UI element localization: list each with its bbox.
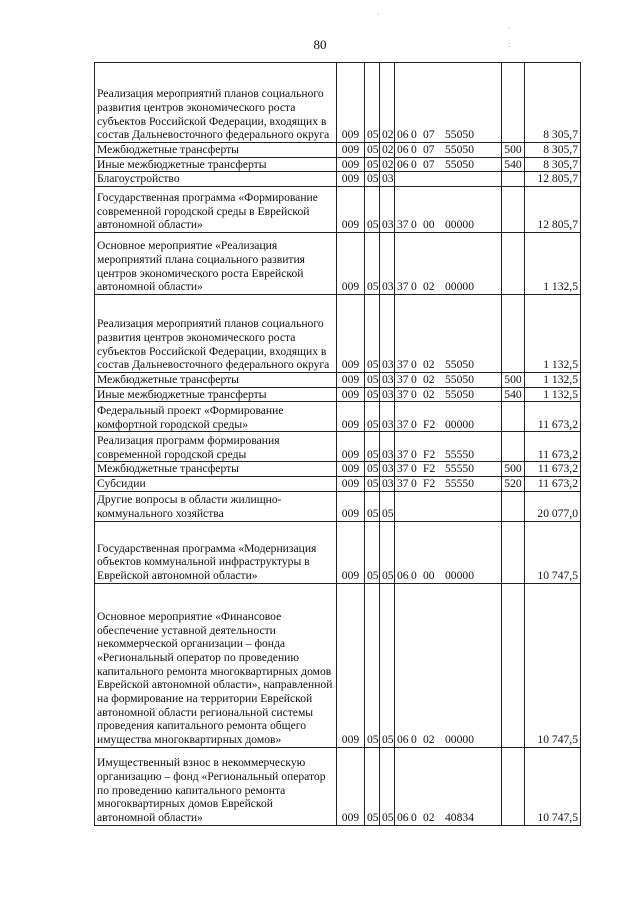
- row-name-cell: [95, 187, 337, 233]
- target-article-part: 0: [411, 373, 417, 387]
- target-article-part: 06: [397, 569, 409, 583]
- row-name-cell: [95, 521, 337, 583]
- cell-expense-type-code: [502, 432, 525, 462]
- target-article-part: 0: [411, 157, 417, 171]
- target-article-part: F2: [423, 477, 436, 491]
- table-row: [95, 233, 581, 295]
- row-name: Реализация программ формирования современной городской среды: [97, 434, 280, 461]
- cell-expense-type-code: 540: [502, 387, 525, 402]
- table-row: [95, 402, 581, 432]
- cell-subsection-code: 03: [380, 402, 395, 432]
- row-name-cell: [95, 491, 337, 521]
- target-article-part: 0: [411, 477, 417, 491]
- target-article-part: 55550: [445, 447, 474, 461]
- cell-section-code: 05: [365, 521, 380, 583]
- table-row: [95, 187, 581, 233]
- target-article-part: 0: [411, 733, 417, 747]
- target-article-part: F2: [423, 417, 436, 431]
- cell-section-code: 05: [365, 187, 380, 233]
- cell-subsection-code: 03: [380, 432, 395, 462]
- cell-subsection-code: 03: [380, 477, 395, 492]
- cell-expense-type-code: [502, 747, 525, 825]
- row-name-cell: [95, 477, 337, 492]
- table-row: [95, 295, 581, 373]
- target-article-part: 55050: [445, 358, 474, 372]
- cell-grbs-code: 009: [337, 491, 365, 521]
- cell-subsection-code: 02: [380, 143, 395, 158]
- target-article-part: 37: [397, 447, 409, 461]
- cell-section-code: 05: [365, 747, 380, 825]
- target-article-part: 0: [411, 358, 417, 372]
- cell-target-article-code: [395, 521, 502, 583]
- row-name-cell: [95, 402, 337, 432]
- target-article-part: F2: [423, 462, 436, 476]
- target-article-part: 0: [411, 417, 417, 431]
- cell-section-code: 05: [365, 387, 380, 402]
- cell-section-code: 05: [365, 143, 380, 158]
- cell-subsection-code: 05: [380, 491, 395, 521]
- cell-subsection-code: 02: [380, 157, 395, 172]
- table-row: [95, 63, 581, 143]
- cell-section-code: 05: [365, 462, 380, 477]
- row-name: Основное мероприятие «Финансовое обеспечение уставной деятельности некоммерческой организации – фонда «Региональный оператор по проведению капитального ремонта многоквартирных домов Еврейской автономной области», направленной на формирование на территории Еврейской автономной области региональной системы проведения капитального ремонта общего имущества многоквартирных домов»: [97, 609, 333, 747]
- cell-target-article-code: [395, 402, 502, 432]
- cell-grbs-code: 009: [337, 187, 365, 233]
- scan-speck: :: [508, 40, 511, 49]
- target-article-part: 0: [411, 218, 417, 232]
- target-article-part: 06: [397, 733, 409, 747]
- cell-amount: 8 305,7: [525, 63, 581, 143]
- target-article-part: 55050: [445, 143, 474, 156]
- target-article-part: 00: [423, 218, 435, 232]
- cell-section-code: 05: [365, 477, 380, 492]
- budget-table-body: [95, 63, 581, 826]
- target-article-part: 55550: [445, 462, 474, 476]
- cell-section-code: 05: [365, 233, 380, 295]
- target-article-part: 0: [411, 387, 417, 401]
- cell-subsection-code: 03: [380, 387, 395, 402]
- cell-amount: 1 132,5: [525, 373, 581, 388]
- cell-section-code: 05: [365, 402, 380, 432]
- row-name-cell: [95, 387, 337, 402]
- row-name-cell: [95, 295, 337, 373]
- cell-target-article-code: [395, 747, 502, 825]
- cell-amount: 12 805,7: [525, 172, 581, 187]
- scan-speck: ·: [377, 10, 380, 19]
- cell-subsection-code: 03: [380, 373, 395, 388]
- cell-expense-type-code: [502, 187, 525, 233]
- target-article-part: 06: [397, 157, 409, 171]
- row-name: Федеральный проект «Формирование комфортной городской среды»: [97, 404, 284, 431]
- target-article-part: 55050: [445, 128, 474, 142]
- target-article-part: 06: [397, 128, 409, 142]
- target-article-part: 37: [397, 417, 409, 431]
- target-article-part: 00000: [445, 417, 474, 431]
- cell-amount: 11 673,2: [525, 477, 581, 492]
- table-row: [95, 143, 581, 158]
- row-name-cell: [95, 373, 337, 388]
- target-article-part: 37: [397, 477, 409, 491]
- row-name: Межбюджетные трансферты: [97, 462, 239, 476]
- row-name: Иные межбюджетные трансферты: [97, 387, 267, 401]
- target-article-part: 02: [423, 811, 435, 825]
- table-row: [95, 747, 581, 825]
- row-name: Государственная программа «Формирование современной городской среды в Еврейской автономной области»: [97, 191, 318, 232]
- row-name: Реализация мероприятий планов социального развития центров экономического роста субъектов Российской Федерации, входящих в состав Дальневосточного федерального округа: [97, 87, 330, 142]
- cell-target-article-code: [395, 295, 502, 373]
- cell-section-code: 05: [365, 491, 380, 521]
- row-name: Имущественный взнос в некоммерческую организацию – фонд «Региональный оператор по проведению капитального ремонта многоквартирных домов Еврейской автономной области»: [97, 756, 326, 825]
- target-article-part: 02: [423, 358, 435, 372]
- target-article-part: 00000: [445, 280, 474, 294]
- cell-expense-type-code: [502, 295, 525, 373]
- target-article-part: 55050: [445, 373, 474, 387]
- target-article-part: F2: [423, 447, 436, 461]
- row-name: Благоустройство: [97, 172, 180, 186]
- cell-expense-type-code: [502, 233, 525, 295]
- target-article-part: 0: [411, 811, 417, 825]
- scan-speck: ·: [508, 24, 511, 33]
- cell-amount: 11 673,2: [525, 402, 581, 432]
- row-name: Государственная программа «Модернизация объектов коммунальной инфраструктуры в Еврейской автономной области»: [97, 541, 317, 583]
- row-name: Реализация мероприятий планов социального развития центров экономического роста субъектов Российской Федерации, входящих в состав Дальневосточного федерального округа: [97, 317, 330, 372]
- cell-grbs-code: 009: [337, 747, 365, 825]
- target-article-part: 00: [423, 569, 435, 583]
- cell-target-article-code: [395, 187, 502, 233]
- target-article-part: 37: [397, 280, 409, 294]
- cell-grbs-code: 009: [337, 157, 365, 172]
- target-article-part: 02: [423, 733, 435, 747]
- target-article-part: 0: [411, 280, 417, 294]
- cell-amount: 8 305,7: [525, 143, 581, 158]
- cell-section-code: 05: [365, 295, 380, 373]
- cell-amount: 1 132,5: [525, 387, 581, 402]
- row-name-cell: [95, 583, 337, 747]
- target-article-part: 55550: [445, 477, 474, 491]
- cell-subsection-code: 03: [380, 462, 395, 477]
- cell-subsection-code: 03: [380, 187, 395, 233]
- budget-table: [94, 62, 581, 826]
- row-name-cell: [95, 233, 337, 295]
- cell-grbs-code: 009: [337, 583, 365, 747]
- cell-amount: 10 747,5: [525, 521, 581, 583]
- target-article-part: 06: [397, 143, 409, 156]
- cell-expense-type-code: [502, 521, 525, 583]
- target-article-part: 07: [423, 143, 435, 156]
- cell-target-article-code: [395, 143, 502, 158]
- cell-section-code: 05: [365, 373, 380, 388]
- cell-target-article-code: [395, 63, 502, 143]
- cell-grbs-code: 009: [337, 373, 365, 388]
- target-article-part: 37: [397, 462, 409, 476]
- row-name-cell: [95, 63, 337, 143]
- table-row: [95, 157, 581, 172]
- row-name: Иные межбюджетные трансферты: [97, 157, 267, 171]
- cell-grbs-code: 009: [337, 233, 365, 295]
- row-name-cell: [95, 747, 337, 825]
- cell-expense-type-code: 540: [502, 157, 525, 172]
- cell-grbs-code: 009: [337, 143, 365, 158]
- row-name: Другие вопросы в области жилищно-коммунального хозяйства: [97, 493, 282, 521]
- cell-grbs-code: 009: [337, 462, 365, 477]
- cell-subsection-code: 05: [380, 521, 395, 583]
- cell-expense-type-code: 500: [502, 143, 525, 158]
- table-row: [95, 521, 581, 583]
- cell-amount: 10 747,5: [525, 747, 581, 825]
- target-article-part: 0: [411, 447, 417, 461]
- table-row: [95, 462, 581, 477]
- target-article-part: 0: [411, 569, 417, 583]
- target-article-part: 00000: [445, 218, 474, 232]
- target-article-part: 00000: [445, 569, 474, 583]
- table-row: [95, 583, 581, 747]
- cell-amount: 12 805,7: [525, 187, 581, 233]
- target-article-part: 02: [423, 387, 435, 401]
- cell-expense-type-code: 500: [502, 462, 525, 477]
- table-row: [95, 491, 581, 521]
- target-article-part: 40834: [445, 811, 474, 825]
- cell-grbs-code: 009: [337, 477, 365, 492]
- row-name-cell: [95, 143, 337, 158]
- cell-amount: 20 077,0: [525, 491, 581, 521]
- row-name-cell: [95, 172, 337, 187]
- cell-section-code: 05: [365, 432, 380, 462]
- cell-grbs-code: 009: [337, 387, 365, 402]
- row-name-cell: [95, 432, 337, 462]
- cell-section-code: 05: [365, 583, 380, 747]
- cell-amount: 1 132,5: [525, 233, 581, 295]
- table-row: [95, 477, 581, 492]
- target-article-part: 37: [397, 358, 409, 372]
- target-article-part: 55050: [445, 387, 474, 401]
- cell-target-article-code: [395, 157, 502, 172]
- target-article-part: 02: [423, 373, 435, 387]
- cell-subsection-code: 02: [380, 63, 395, 143]
- cell-target-article-code: [395, 432, 502, 462]
- cell-expense-type-code: 500: [502, 373, 525, 388]
- cell-expense-type-code: [502, 402, 525, 432]
- cell-expense-type-code: 520: [502, 477, 525, 492]
- cell-amount: 1 132,5: [525, 295, 581, 373]
- cell-target-article-code: [395, 477, 502, 492]
- cell-expense-type-code: [502, 63, 525, 143]
- row-name: Межбюджетные трансферты: [97, 373, 239, 387]
- cell-amount: 10 747,5: [525, 583, 581, 747]
- cell-grbs-code: 009: [337, 432, 365, 462]
- target-article-part: 37: [397, 218, 409, 232]
- row-name: Субсидии: [97, 477, 146, 491]
- table-row: [95, 432, 581, 462]
- cell-grbs-code: 009: [337, 63, 365, 143]
- cell-subsection-code: 03: [380, 172, 395, 187]
- cell-target-article-code: [395, 172, 502, 187]
- table-row: [95, 373, 581, 388]
- target-article-part: 0: [411, 462, 417, 476]
- cell-grbs-code: 009: [337, 402, 365, 432]
- row-name-cell: [95, 157, 337, 172]
- target-article-part: 07: [423, 128, 435, 142]
- cell-grbs-code: 009: [337, 172, 365, 187]
- cell-expense-type-code: [502, 491, 525, 521]
- target-article-part: 00000: [445, 733, 474, 747]
- cell-grbs-code: 009: [337, 295, 365, 373]
- target-article-part: 06: [397, 811, 409, 825]
- cell-target-article-code: [395, 233, 502, 295]
- cell-target-article-code: [395, 491, 502, 521]
- row-name: Основное мероприятие «Реализация мероприятий плана социального развития центров экономического роста Еврейской автономной области»: [97, 239, 306, 294]
- cell-target-article-code: [395, 373, 502, 388]
- cell-section-code: 05: [365, 172, 380, 187]
- cell-amount: 11 673,2: [525, 462, 581, 477]
- cell-section-code: 05: [365, 63, 380, 143]
- target-article-part: 0: [411, 143, 417, 156]
- cell-subsection-code: 03: [380, 295, 395, 373]
- target-article-part: 07: [423, 157, 435, 171]
- cell-subsection-code: 05: [380, 583, 395, 747]
- cell-amount: 8 305,7: [525, 157, 581, 172]
- cell-section-code: 05: [365, 157, 380, 172]
- cell-amount: 11 673,2: [525, 432, 581, 462]
- target-article-part: 55050: [445, 157, 474, 171]
- cell-target-article-code: [395, 583, 502, 747]
- target-article-part: 37: [397, 373, 409, 387]
- target-article-part: 02: [423, 280, 435, 294]
- table-row: [95, 387, 581, 402]
- cell-subsection-code: 03: [380, 233, 395, 295]
- page-number: 80: [313, 37, 327, 52]
- cell-expense-type-code: [502, 172, 525, 187]
- target-article-part: 37: [397, 387, 409, 401]
- table-row: [95, 172, 581, 187]
- cell-expense-type-code: [502, 583, 525, 747]
- cell-target-article-code: [395, 387, 502, 402]
- row-name: Межбюджетные трансферты: [97, 143, 239, 156]
- cell-grbs-code: 009: [337, 521, 365, 583]
- row-name-cell: [95, 462, 337, 477]
- cell-target-article-code: [395, 462, 502, 477]
- cell-subsection-code: 05: [380, 747, 395, 825]
- target-article-part: 0: [411, 128, 417, 142]
